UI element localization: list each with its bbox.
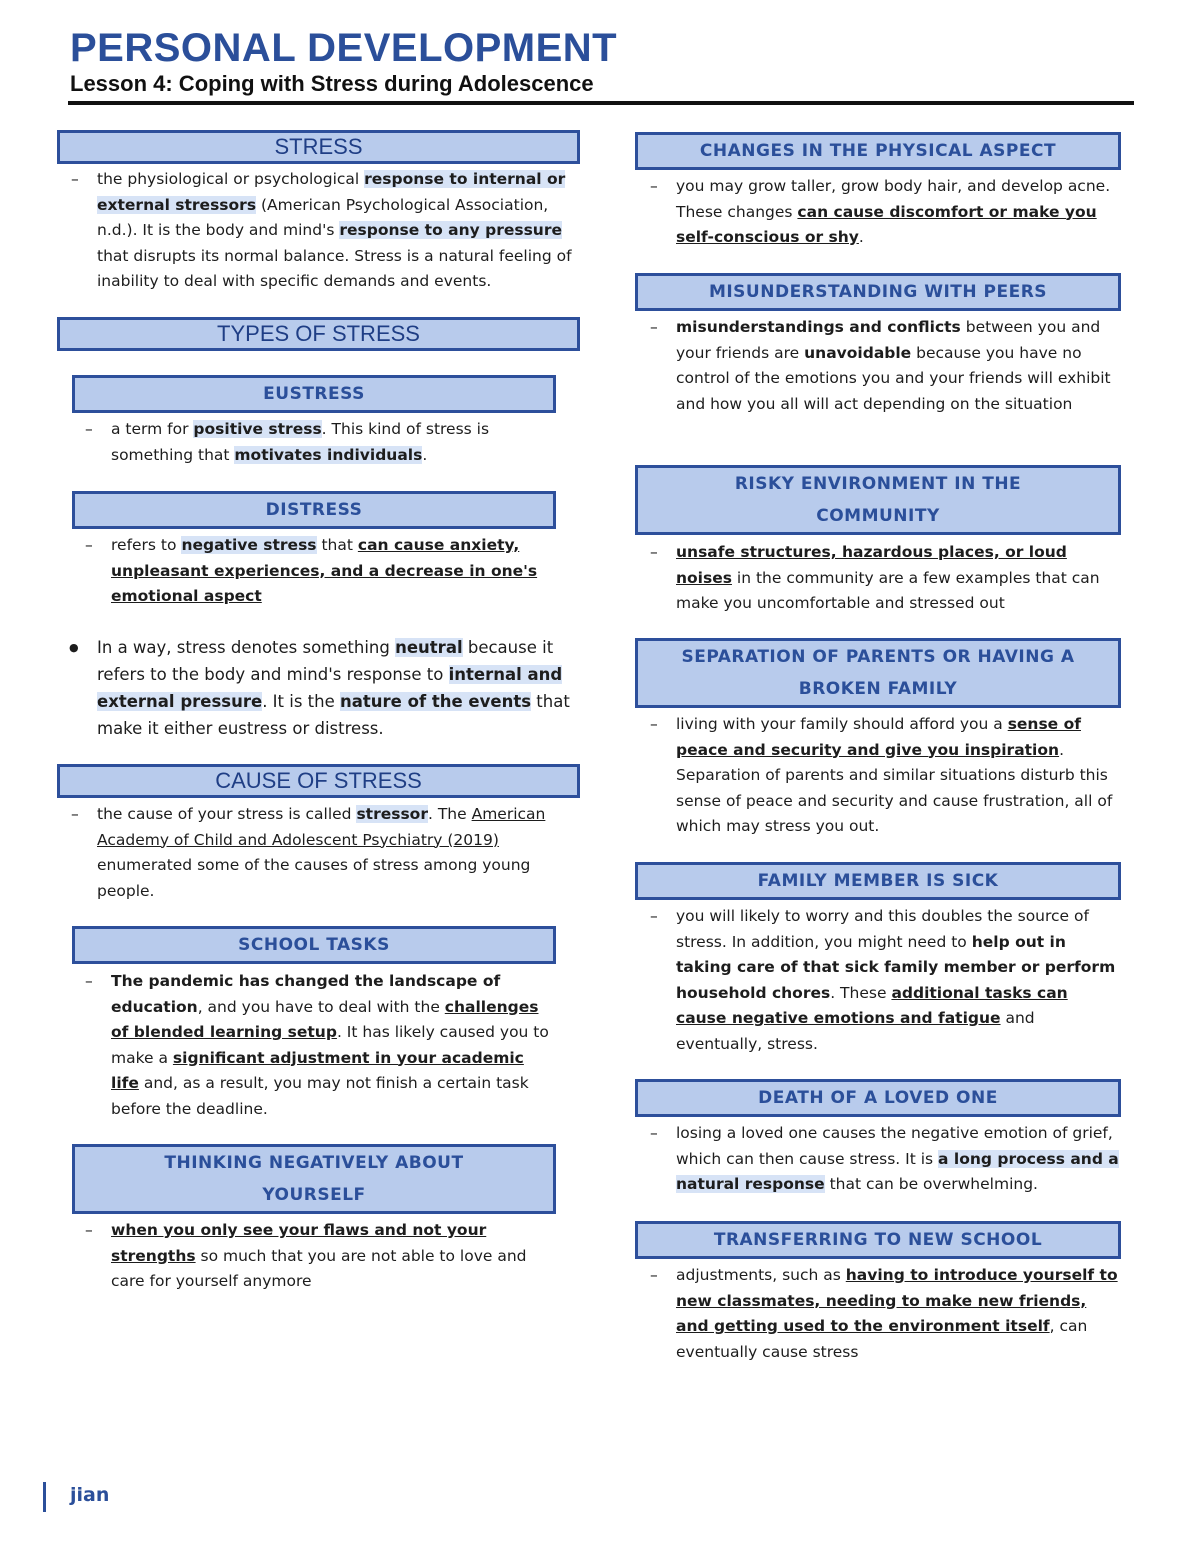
footer-accent-bar [43,1482,46,1512]
distress-heading: DISTRESS [72,491,556,529]
dash-marker: – [650,1124,658,1142]
distress-text: – refers to negative stress that can cause anxiety, unpleasant experiences, and a decrease in one's emotional aspect [111,533,551,610]
dash-marker: – [650,715,658,733]
dash-marker: – [650,177,658,195]
dash-marker: – [85,1221,93,1239]
bullet-marker: ● [69,641,79,654]
physical-aspect-heading: CHANGES IN THE PHYSICAL ASPECT [635,132,1121,170]
thinking-negatively-text: – when you only see your flaws and not your strengths so much that you are not able to love and care for yourself anymore [111,1218,551,1295]
footer-author: jian [70,1484,110,1506]
cause-text: – the cause of your stress is called stressor. The American Academy of Child and Adolescent Psychiatry (2019) enumerated some of the causes of stress among young people. [97,802,577,904]
dash-marker: – [85,972,93,990]
lesson-subtitle: Lesson 4: Coping with Stress during Adolescence [70,71,594,96]
school-tasks-heading: SCHOOL TASKS [72,926,556,964]
dash-marker: – [650,907,658,925]
family-sick-text: – you will likely to worry and this doubles the source of stress. In addition, you might need to help out in taking care of that sick family member or perform household chores. These additional tasks can cause negative emotions and fatigue and eventually, stress. [676,904,1121,1057]
death-loved-one-heading: DEATH OF A LOVED ONE [635,1079,1121,1117]
death-loved-one-text: – losing a loved one causes the negative emotion of grief, which can then cause stress. It is a long process and a natural response that can be overwhelming. [676,1121,1121,1198]
dash-marker: – [650,318,658,336]
types-of-stress-heading: TYPES OF STRESS [57,317,580,351]
separation-text: – living with your family should afford you a sense of peace and security and give you inspiration. Separation of parents and similar situations disturb this sense of peace and security and cause frustration, all of which may stress you out. [676,712,1121,840]
transferring-school-heading: TRANSFERRING TO NEW SCHOOL [635,1221,1121,1259]
transferring-school-text: – adjustments, such as having to introduce yourself to new classmates, needing to make new friends, and getting used to the environment itself, can eventually cause stress [676,1263,1121,1365]
thinking-negatively-heading: THINKING NEGATIVELY ABOUT YOURSELF [72,1144,556,1214]
dash-marker: – [71,805,79,823]
peers-text: – misunderstandings and conflicts between you and your friends are unavoidable because you have no control of the emotions you and your friends will exhibit and how you all will act depending on the situation [676,315,1121,417]
neutral-bullet-text: ● In a way, stress denotes something neutral because it refers to the body and mind's response to internal and external pressure. It is the nature of the events that make it either eustress or distress. [97,634,577,742]
dash-marker: – [650,543,658,561]
school-tasks-text: – The pandemic has changed the landscape of education, and you have to deal with the challenges of blended learning setup. It has likely caused you to make a significant adjustment in your academic life and, as a result, you may not finish a certain task before the deadline. [111,969,551,1122]
header-rule [68,101,1134,105]
peers-heading: MISUNDERSTANDING WITH PEERS [635,273,1121,311]
page-title: PERSONAL DEVELOPMENT [70,26,618,70]
family-sick-heading: FAMILY MEMBER IS SICK [635,862,1121,900]
risky-environment-heading: RISKY ENVIRONMENT IN THE COMMUNITY [635,465,1121,535]
cause-of-stress-heading: CAUSE OF STRESS [57,764,580,798]
dash-marker: – [650,1266,658,1284]
dash-marker: – [85,420,93,438]
eustress-text: – a term for positive stress. This kind of stress is something that motivates individuals. [111,417,551,468]
dash-marker: – [71,170,79,188]
dash-marker: – [85,536,93,554]
separation-heading: SEPARATION OF PARENTS OR HAVING A BROKEN FAMILY [635,638,1121,708]
risky-environment-text: – unsafe structures, hazardous places, or loud noises in the community are a few examples that can make you uncomfortable and stressed out [676,540,1121,617]
stress-definition: – the physiological or psychological response to internal or external stressors (American Psychological Association, n.d.). It is the body and mind's response to any pressure that disrupts its normal balance. Stress is a natural feeling of inability to deal with specific demands and events. [97,167,587,295]
stress-heading: STRESS [57,130,580,164]
eustress-heading: EUSTRESS [72,375,556,413]
physical-aspect-text: – you may grow taller, grow body hair, and develop acne. These changes can cause discomfort or make you self-conscious or shy. [676,174,1121,251]
